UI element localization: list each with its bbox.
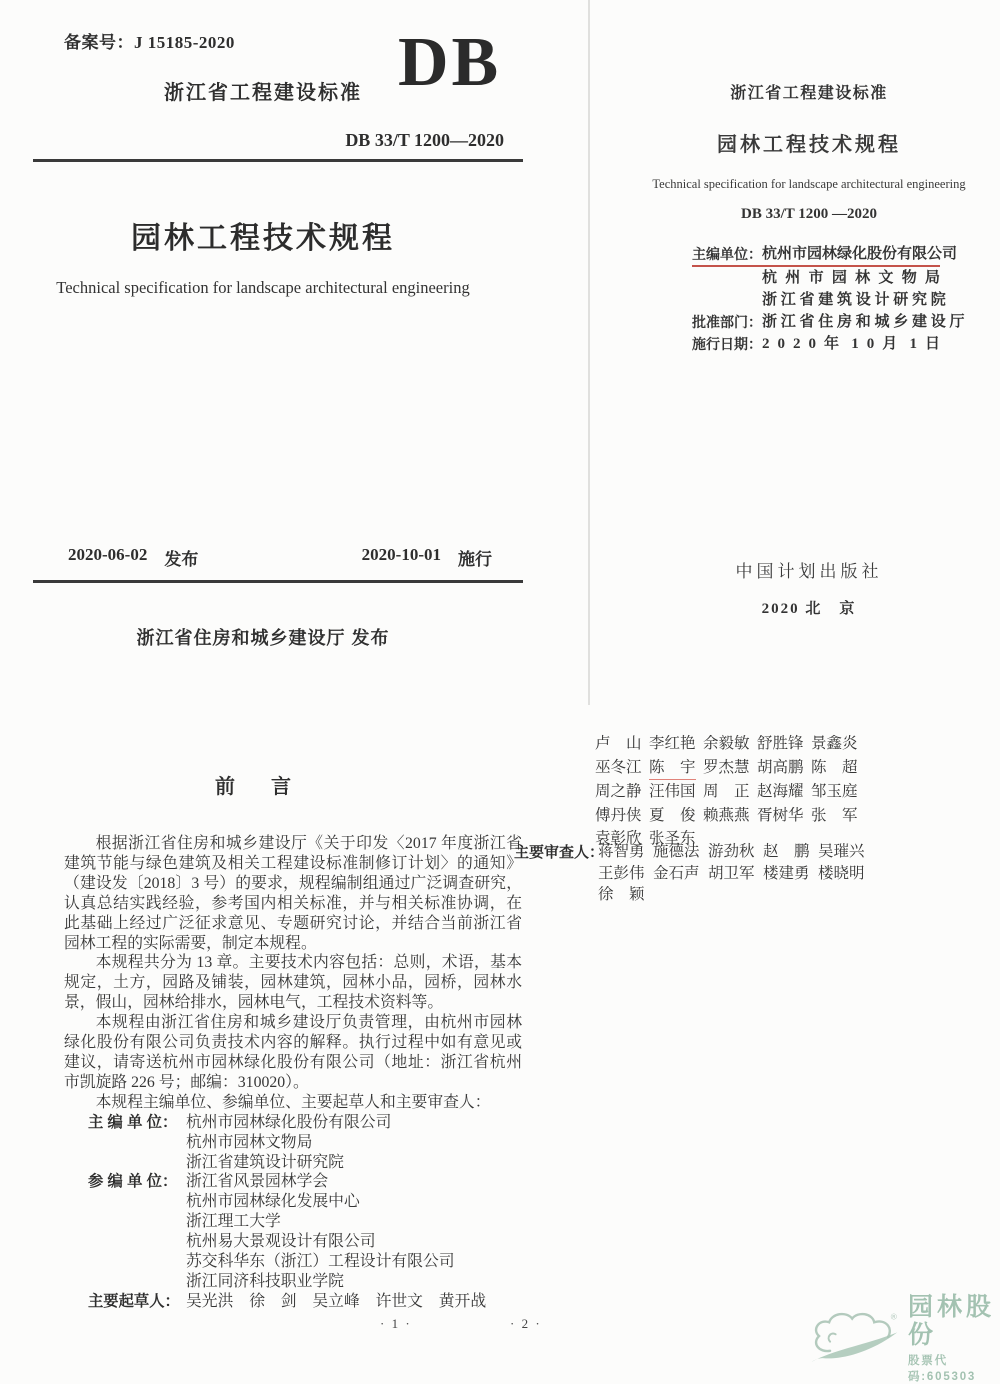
drafter-name: 邹玉庭 bbox=[811, 783, 858, 800]
participating-units-row bbox=[88, 1212, 522, 1232]
chief-editor-unit: 杭州市园林绿化股份有限公司 bbox=[762, 246, 958, 262]
approval-row bbox=[692, 311, 965, 333]
participating-units-row bbox=[88, 1172, 522, 1192]
drafter-name: 余毅敏 bbox=[703, 735, 750, 752]
effective-date-group bbox=[362, 545, 492, 570]
drafter-name: 赖燕燕 bbox=[703, 806, 750, 824]
reviewers-grid bbox=[598, 841, 873, 906]
drafter-name: 陈 超 bbox=[811, 758, 858, 776]
drafter-name: 赵海耀 bbox=[757, 783, 804, 800]
drafter-name: 傅丹侠 bbox=[595, 806, 642, 824]
effective-date: 2 0 2 0 年 1 0 月 1 日 bbox=[762, 336, 940, 352]
publication-info bbox=[692, 243, 965, 355]
issue-date: 2020-06-02 bbox=[68, 545, 148, 564]
participating-units-row bbox=[88, 1252, 522, 1272]
participating-units-row bbox=[88, 1272, 522, 1292]
drafter-name: 巫冬江 bbox=[595, 758, 642, 776]
drafter-name: 周之静 bbox=[595, 783, 642, 800]
standard-number: DB 33/T 1200 —2020 bbox=[741, 206, 877, 222]
db-logo: DB bbox=[398, 24, 502, 101]
approval-dept: 浙 江 省 住 房 和 城 乡 建 设 厅 bbox=[762, 314, 965, 330]
reviewer-name: 施德法 bbox=[653, 843, 700, 860]
drafter-name: 胥树华 bbox=[757, 806, 804, 824]
drafter-name: 袁彰欣 bbox=[595, 830, 642, 847]
unit-name: 浙江省建筑设计研究院 bbox=[186, 1153, 344, 1171]
reviewer-name: 徐 颖 bbox=[598, 886, 645, 903]
unit-name: 杭州市园林绿化发展中心 bbox=[186, 1193, 360, 1211]
reviewer-name: 蒋智勇 bbox=[598, 843, 645, 860]
stock-code: 股票代码:605303 bbox=[908, 1355, 977, 1383]
unit-name: 浙江省风景园林学会 bbox=[186, 1173, 329, 1191]
document-title-en: Technical specification for landscape architectural engineering bbox=[56, 278, 470, 297]
svg-text:®: ® bbox=[890, 1312, 897, 1322]
effective-date: 2020-10-01 bbox=[361, 545, 441, 564]
divider-line-bottom bbox=[33, 580, 523, 583]
effective-label: 施行日期： bbox=[692, 336, 762, 352]
approval-label: 批准部门： bbox=[692, 314, 762, 330]
standard-number: DB 33/T 1200—2020 bbox=[345, 130, 504, 150]
reviewers-label: 主要审查人： bbox=[514, 844, 605, 861]
chief-units-row bbox=[88, 1113, 522, 1133]
preface-heading: 前 言 bbox=[215, 776, 299, 798]
issue-label: 发布 bbox=[164, 550, 199, 569]
reviewer-name: 赵 鹏 bbox=[763, 843, 810, 860]
unit-name: 杭州易大景观设计有限公司 bbox=[186, 1233, 376, 1251]
dates-row bbox=[68, 545, 492, 570]
issue-date-group bbox=[68, 545, 198, 570]
chief-editor-row bbox=[692, 243, 958, 267]
effective-row bbox=[692, 333, 940, 355]
drafter-name: 舒胜锋 bbox=[757, 735, 804, 752]
reviewer-name: 金石声 bbox=[653, 864, 700, 882]
drafter-name-underlined: 陈 宇 bbox=[649, 756, 696, 781]
drafters-label: 主要起草人： bbox=[88, 1292, 180, 1310]
filing-number: 备案号：J 15185-2020 bbox=[64, 33, 235, 52]
reviewer-name: 楼建勇 bbox=[763, 864, 810, 882]
drafter-name: 张 军 bbox=[811, 806, 858, 824]
drafter-name: 周 正 bbox=[703, 783, 750, 800]
participating-units-row bbox=[88, 1232, 522, 1252]
publish-year-city: 2020 北 京 bbox=[761, 601, 857, 617]
chief-editor-row bbox=[692, 267, 940, 289]
divider-line-top bbox=[33, 159, 523, 162]
chief-units-row bbox=[88, 1133, 522, 1153]
document-title-cn: 园林工程技术规程 bbox=[131, 222, 395, 255]
reviewer-name: 胡卫军 bbox=[708, 864, 755, 882]
document-title-cn: 园林工程技术规程 bbox=[717, 134, 901, 156]
drafter-name: 汪伟国 bbox=[649, 783, 696, 800]
company-watermark bbox=[808, 1294, 1000, 1384]
unit-name: 杭州市园林文物局 bbox=[186, 1133, 313, 1151]
page-number-2: · 2 · bbox=[510, 1316, 542, 1331]
drafters-row bbox=[88, 1292, 522, 1312]
standard-category: 浙江省工程建设标准 bbox=[730, 85, 888, 102]
cloud-tree-logo-icon bbox=[808, 1308, 900, 1371]
unit-name: 杭州市园林绿化股份有限公司 bbox=[186, 1113, 392, 1131]
drafter-name: 张圣东 bbox=[649, 830, 696, 847]
drafter-name: 景鑫炎 bbox=[811, 735, 858, 752]
drafter-name: 李红艳 bbox=[649, 735, 696, 752]
unit-name: 苏交科华东（浙江）工程设计有限公司 bbox=[186, 1253, 455, 1271]
page-number-1: · 1 · bbox=[380, 1316, 412, 1331]
effective-label: 施行 bbox=[458, 550, 492, 569]
preface-paragraph: 本规程共分为 13 章。主要技术内容包括：总则，术语，基本规定，土方，园路及铺装，园林建筑，园林小品，园桥，园林水景，假山，园林给排水，园林电气，工程技术资料等。 bbox=[64, 954, 522, 1012]
participating-units-row bbox=[88, 1192, 522, 1212]
publisher: 中国计划出版社 bbox=[735, 562, 883, 581]
drafter-name: 罗杰慧 bbox=[703, 758, 750, 776]
reviewer-name: 游劲秋 bbox=[708, 843, 755, 860]
preface-body bbox=[64, 834, 522, 1312]
document-title-en: Technical specification for landscape architectural engineering bbox=[652, 177, 966, 191]
unit-name: 浙江同济科技职业学院 bbox=[186, 1272, 344, 1290]
participating-units-label: 参 编 单 位： bbox=[88, 1173, 178, 1191]
drafter-name: 胡高鹏 bbox=[757, 758, 804, 776]
chief-units-row bbox=[88, 1153, 522, 1173]
chief-editor-row bbox=[692, 289, 946, 311]
reviewer-name: 王彭伟 bbox=[598, 864, 645, 882]
drafters-continued-grid bbox=[595, 732, 865, 851]
chief-editor-label: 主编单位： bbox=[692, 246, 762, 262]
reviewer-name: 楼晓明 bbox=[818, 864, 865, 882]
chief-editor-unit: 浙 江 省 建 筑 设 计 研 究 院 bbox=[762, 292, 946, 308]
drafter-names: 吴光洪 徐 剑 吴立峰 许世文 黄开战 bbox=[186, 1292, 487, 1310]
chief-units-label: 主 编 单 位： bbox=[88, 1113, 178, 1131]
drafter-name: 夏 俊 bbox=[649, 806, 696, 824]
standard-category: 浙江省工程建设标准 bbox=[164, 82, 362, 104]
preface-paragraph: 根据浙江省住房和城乡建设厅《关于印发〈2017 年度浙江省建筑节能与绿色建筑及相关工程建设标准制修订计划〉的通知》（建设发〔2018〕3 号）的要求，规程编制组通过广泛调查研究，认真总结实践经验，参考国内相关标准，并与相关标准协调，在此基础上经过广泛征求意见、专题研究讨论，并结合当前浙江省园林工程的实际需要，制定本规程。 bbox=[64, 835, 522, 952]
company-name: 园林股份 bbox=[908, 1293, 996, 1349]
page-seam bbox=[588, 0, 590, 705]
unit-name: 浙江理工大学 bbox=[186, 1213, 281, 1231]
preface-paragraph: 本规程主编单位、参编单位、主要起草人和主要审查人： bbox=[95, 1093, 491, 1111]
preface-paragraph: 本规程由浙江省住房和城乡建设厅负责管理，由杭州市园林绿化股份有限公司负责技术内容的解释。执行过程中如有意见或建议，请寄送杭州市园林绿化股份有限公司（地址：浙江省杭州市凯旋路 226 号；邮编：310020）。 bbox=[64, 1014, 522, 1091]
issuing-authority: 浙江省住房和城乡建设厅 发布 bbox=[136, 628, 390, 648]
chief-editor-unit: 杭 州 市 园 林 文 物 局 bbox=[762, 270, 940, 286]
reviewer-name: 吴璀兴 bbox=[818, 843, 865, 860]
drafter-name: 卢 山 bbox=[595, 735, 642, 752]
